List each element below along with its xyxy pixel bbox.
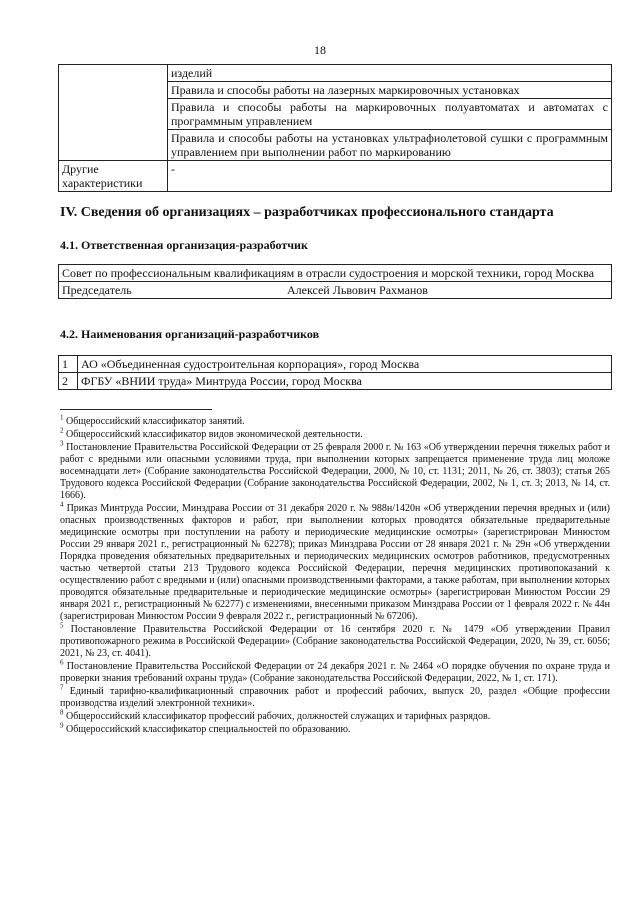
- developers-table: [58, 355, 612, 390]
- organization-name: Совет по профессиональным квалификациям в отрасли судостроения и морской техники, город Москва: [59, 265, 612, 282]
- table-cell: изделий: [168, 65, 612, 82]
- footnote-marker: 4: [60, 500, 64, 509]
- footnote: [60, 721, 610, 736]
- footnote-marker: 9: [60, 721, 64, 730]
- footnote: [60, 426, 610, 441]
- footnote-marker: 1: [60, 413, 64, 422]
- table-row: [59, 373, 612, 390]
- footnote: [60, 658, 610, 685]
- footnote: [60, 413, 610, 428]
- developer-number: 1: [59, 356, 78, 373]
- chairman-cell: [59, 282, 612, 299]
- table-row: [59, 65, 612, 82]
- subsection-title-responsible: 4.1. Ответственная организация-разработчик: [60, 238, 308, 252]
- footnote-text: Приказ Минтруда России, Минздрава России от 31 декабря 2020 г. № 988н/1420н «Об утверждении перечня вредных и (или) опасных производственных факторов и работ, при выполнении которых проводятся обязательные предварительные медицинские осмотры при поступлении на работу и периодические медицинские осмотры» (зарегистрирован Минюстом России 29 января 2021 г., регистрационный № 62278); приказ Минздрава России от 28 января 2021 г. № 29н «Об утверждении Порядка проведения обязательных предварительных и периодических медицинских осмотров работников, предусмотренных частью четвертой статьи 213 Трудового кодекса Российской Федерации, перечня медицинских противопоказаний к осуществлению работ с вредными и (или) опасными производственными факторами, а также работам, при выполнении которых проводятся обязательные предварительные и периодические медицинские осмотры» (зарегистрирован Минюстом России 29 января 2021 г., регистрационный № 62277) с изменениями, внесенными приказом Минздрава России от 1 февраля 2022 г. № 44н (зарегистрирован Минюстом России 9 февраля 2022 г., регистрационный № 67206).: [60, 503, 610, 622]
- footnote: [60, 500, 610, 623]
- footnote-marker: 7: [60, 683, 64, 692]
- footnote-marker: 6: [60, 658, 64, 667]
- subsection-title-developers: 4.2. Наименования организаций-разработчиков: [60, 327, 320, 341]
- page-number: 18: [314, 43, 326, 57]
- footnote-divider: [60, 409, 212, 410]
- section-title: IV. Сведения об организациях – разработчиках профессионального стандарта: [60, 205, 554, 220]
- table-cell-empty: [59, 65, 168, 161]
- other-characteristics-label: Другие характеристики: [59, 161, 168, 192]
- responsible-organization-table: [58, 264, 612, 299]
- footnote-text: Общероссийский классификатор специальностей по образованию.: [63, 724, 351, 735]
- table-row: [59, 282, 612, 299]
- footnote: [60, 683, 610, 710]
- footnote-text: Общероссийский классификатор профессий рабочих, должностей служащих и тарифных разрядов.: [63, 711, 491, 722]
- footnote: [60, 439, 610, 502]
- chairman-name: Алексей Львович Рахманов: [287, 283, 428, 297]
- table-row: [59, 356, 612, 373]
- table-cell: Правила и способы работы на установках ультрафиолетовой сушки с программным управлением при выполнении работ по маркированию: [168, 130, 612, 161]
- footnote-text: Постановление Правительства Российской Федерации от 24 декабря 2021 г. № 2464 «О порядке обучения по охране труда и проверки знания требований охраны труда» (Собрание законодательства Российской Федерации, 2022, № 1, ст. 171).: [60, 661, 610, 684]
- developer-name: АО «Объединенная судостроительная корпорация», город Москва: [78, 356, 612, 373]
- table-cell: Правила и способы работы на лазерных маркировочных установках: [168, 82, 612, 99]
- footnote: [60, 621, 610, 660]
- footnote-marker: 5: [60, 621, 64, 630]
- footnote-text: Общероссийский классификатор занятий.: [63, 416, 245, 427]
- developer-number: 2: [59, 373, 78, 390]
- characteristics-table: [58, 64, 612, 192]
- footnote-marker: 3: [60, 439, 64, 448]
- footnote-marker: 2: [60, 426, 64, 435]
- footnote-text: Общероссийский классификатор видов экономической деятельности.: [63, 429, 363, 440]
- developer-name: ФГБУ «ВНИИ труда» Минтруда России, город Москва: [78, 373, 612, 390]
- footnote-text: Единый тарифно-квалификационный справочник работ и профессий рабочих, выпуск 20, раздел «Общие профессии производства изделий электронной техники».: [60, 686, 610, 709]
- table-row: [59, 265, 612, 282]
- other-characteristics-value: -: [168, 161, 612, 192]
- footnote-text: Постановление Правительства Российской Федерации от 16 сентября 2020 г. № 1479 «Об утверждении Правил противопожарного режима в Российской Федерации» (Собрание законодательства Российской Федерации, 2020, № 39, ст. 6056; 2021, № 23, ст. 4041).: [60, 624, 610, 659]
- footnote-marker: 8: [60, 708, 64, 717]
- footnote-text: Постановление Правительства Российской Федерации от 25 февраля 2000 г. № 163 «Об утверждении перечня тяжелых работ и работ с вредными или опасными условиями труда, при выполнении которых запрещается применение труда лиц моложе восемнадцати лет» (Собрание законодательства Российской Федерации, 2000, № 10, ст. 1131; 2011, № 26, ст. 3803); статья 265 Трудового кодекса Российской Федерации (Собрание законодательства Российской Федерации, 2002, № 1, ст. 3; 2013, № 14, ст. 1666).: [60, 442, 610, 501]
- table-row: [59, 161, 612, 192]
- footnotes: [60, 413, 610, 737]
- table-cell: Правила и способы работы на маркировочных полуавтоматах и автоматах с программным управлением: [168, 99, 612, 130]
- chairman-label: Председатель: [62, 283, 132, 297]
- footnote: [60, 708, 610, 723]
